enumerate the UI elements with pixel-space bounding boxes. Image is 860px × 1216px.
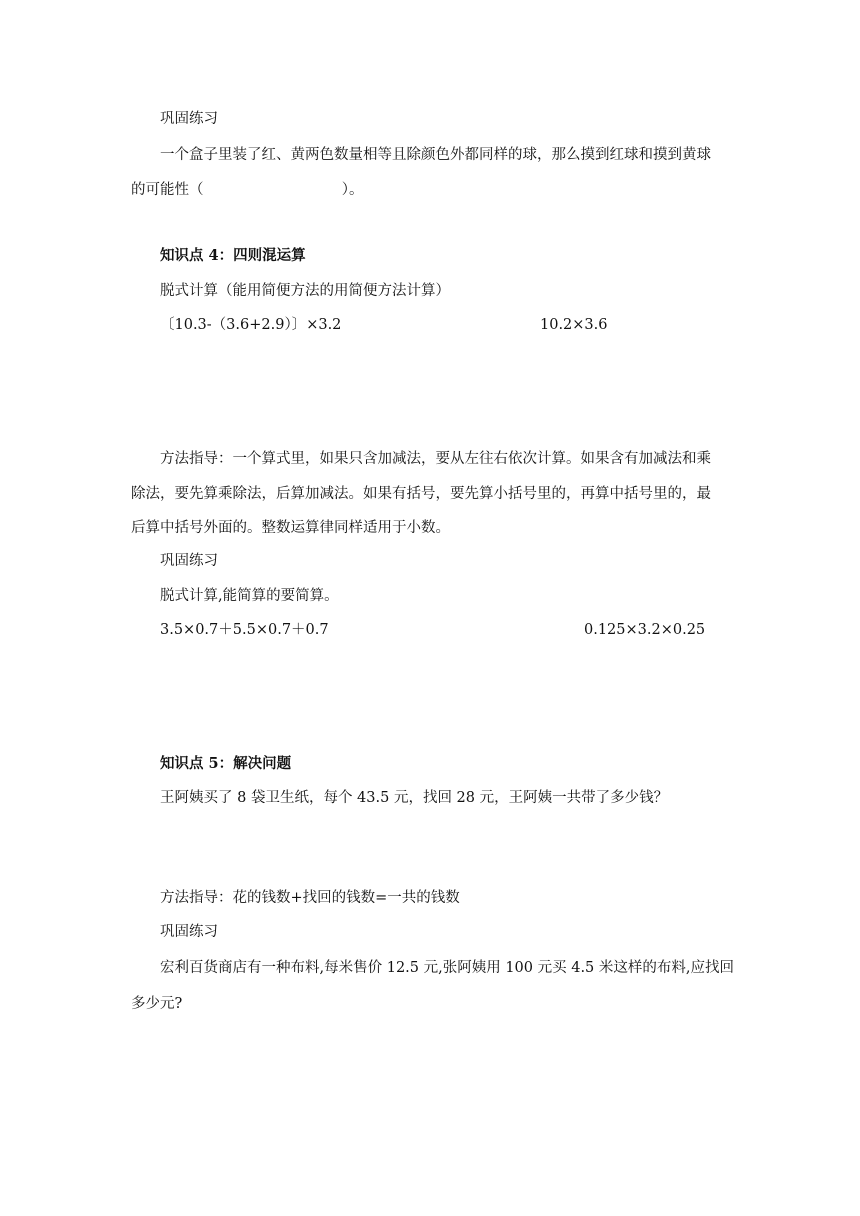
method-guide-line-3: 后算中括号外面的。整数运算律同样适用于小数。 [131,520,450,536]
practice-heading: 巩固练习 [160,553,218,569]
practice-expression-left: 3.5×0.7＋5.5×0.7＋0.7 [160,622,329,638]
method-guide-line-1: 方法指导：一个算式里，如果只含加减法，要从左往右依次计算。如果含有加减法和乘 [160,451,711,467]
practice-instruction: 脱式计算,能简算的要简算。 [160,588,339,604]
knowledge-point-5-heading: 知识点 5：解决问题 [160,755,292,772]
method-guide: 方法指导：花的钱数+找回的钱数=一共的钱数 [160,890,460,906]
practice-heading: 巩固练习 [160,111,218,127]
practice-question-line-2: 的可能性（ ）。 [131,182,364,198]
expression-right: 10.2×3.6 [540,317,608,333]
method-guide-line-2: 除法，要先算乘除法，后算加减法。如果有括号，要先算小括号里的，再算中括号里的，最 [131,486,711,502]
expression-left: 〔10.3-（3.6+2.9）〕×3.2 [160,317,342,333]
calculation-instruction: 脱式计算（能用简便方法的用简便方法计算） [160,283,450,299]
practice-problem-line-1: 宏利百货商店有一种布料,每米售价 12.5 元,张阿姨用 100 元买 4.5 米这样的布料,应找回 [160,960,735,976]
practice-expression-right: 0.125×3.2×0.25 [584,622,706,638]
practice-heading: 巩固练习 [160,924,218,940]
word-problem: 王阿姨买了 8 袋卫生纸，每个 43.5 元，找回 28 元，王阿姨一共带了多少钱？ [160,790,669,806]
knowledge-point-4-heading: 知识点 4：四则混运算 [160,247,306,264]
practice-question-line-1: 一个盒子里装了红、黄两色数量相等且除颜色外都同样的球，那么摸到红球和摸到黄球 [160,147,711,163]
practice-problem-line-2: 多少元? [131,996,183,1012]
